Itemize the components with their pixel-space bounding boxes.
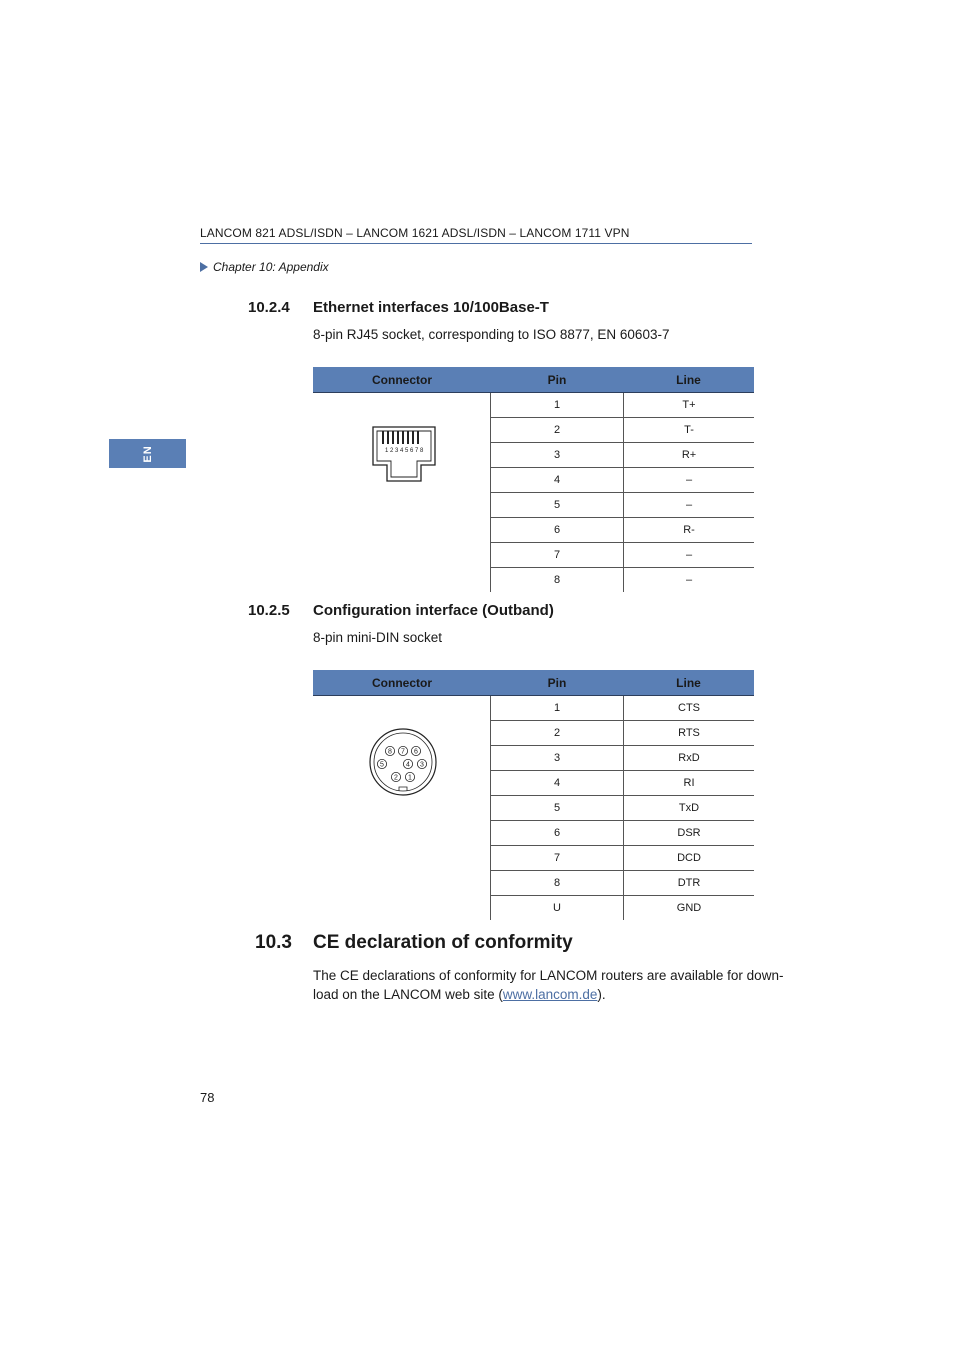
table-row <box>491 846 754 871</box>
section-number-ethernet: 10.2.4 <box>248 299 290 316</box>
pin-cell: 8 <box>491 871 624 895</box>
rj45-pin-numbers: 1 2 3 4 5 6 7 8 <box>385 448 424 454</box>
line-cell: TxD <box>678 802 700 814</box>
line-cell: R- <box>683 524 695 536</box>
rj45-socket-icon <box>313 393 491 585</box>
table-row <box>491 568 754 592</box>
table-row <box>491 543 754 568</box>
table-row <box>491 821 754 846</box>
line-cell: RxD <box>678 752 700 764</box>
line-cell: T+ <box>682 399 696 411</box>
column-header-line: Line <box>676 675 701 690</box>
pin-cell: 2 <box>491 721 624 745</box>
pin-cell: 7 <box>491 543 624 567</box>
line-cell: CTS <box>678 702 700 714</box>
line-cell: GND <box>676 902 702 914</box>
line-cell: T- <box>684 424 694 436</box>
pin-cell: U <box>491 896 624 920</box>
ethernet-rows <box>490 393 754 592</box>
breadcrumb-label: Chapter 10: Appendix <box>213 260 329 274</box>
pin-cell: 1 <box>491 393 624 417</box>
table-row <box>491 771 754 796</box>
table-row <box>491 796 754 821</box>
line-cell: RI <box>683 777 695 789</box>
section-title-ce: CE declaration of conformity <box>313 932 573 953</box>
pin-cell: 2 <box>491 418 624 442</box>
din-pin-label: 8 <box>388 748 392 756</box>
table-row <box>491 896 754 920</box>
line-cell: DCD <box>677 852 701 864</box>
din-pin-label: 4 <box>406 761 410 769</box>
table-row <box>491 746 754 771</box>
pin-cell: 6 <box>491 821 624 845</box>
config-description: 8-pin mini-DIN socket <box>313 630 443 645</box>
pin-cell: 7 <box>491 846 624 870</box>
config-pin-table <box>313 670 754 920</box>
ethernet-description: 8-pin RJ45 socket, corresponding to ISO 8877, EN 60603-7 <box>313 327 670 342</box>
mini-din-socket-icon <box>313 696 491 912</box>
ce-text-after-link: ). <box>597 987 606 1002</box>
line-cell: – <box>685 574 693 586</box>
line-cell: – <box>685 474 693 486</box>
line-cell: – <box>685 499 693 511</box>
pin-cell: 4 <box>491 771 624 795</box>
column-header-connector: Connector <box>372 675 432 690</box>
rj45-connector-cell <box>313 393 490 592</box>
section-title-config: Configuration interface (Outband) <box>313 602 554 619</box>
table-row <box>491 468 754 493</box>
section-number-ce: 10.3 <box>255 932 292 953</box>
table-row <box>491 871 754 896</box>
ce-paragraph-line-2 <box>313 987 606 1002</box>
line-cell: RTS <box>678 727 700 739</box>
line-cell: R+ <box>681 449 697 461</box>
config-rows <box>490 696 754 920</box>
din-pin-label: 7 <box>401 748 405 756</box>
table-row <box>491 443 754 468</box>
lancom-website-link[interactable]: www.lancom.de <box>502 987 598 1002</box>
pin-cell: 4 <box>491 468 624 492</box>
ce-text-before-link: load on the LANCOM web site ( <box>313 987 503 1002</box>
section-title-ethernet: Ethernet interfaces 10/100Base-T <box>313 299 549 316</box>
breadcrumb[interactable] <box>200 260 329 274</box>
running-header: LANCOM 821 ADSL/ISDN – LANCOM 1621 ADSL/ISDN – LANCOM 1711 VPN <box>200 226 630 240</box>
table-header <box>313 367 754 393</box>
table-header <box>313 670 754 696</box>
table-row <box>491 493 754 518</box>
column-header-pin: Pin <box>547 675 567 690</box>
ethernet-pin-table <box>313 367 754 592</box>
header-rule <box>200 243 752 244</box>
pin-cell: 5 <box>491 493 624 517</box>
pin-cell: 8 <box>491 568 624 592</box>
line-cell: DTR <box>677 877 701 889</box>
table-row <box>491 418 754 443</box>
mini-din-connector-cell <box>313 696 490 920</box>
ce-paragraph-line-1: The CE declarations of conformity for LANCOM routers are available for down- <box>313 968 784 983</box>
pin-cell: 3 <box>491 443 624 467</box>
din-pin-label: 2 <box>394 774 398 782</box>
page-number: 78 <box>200 1090 215 1105</box>
din-pin-label: 1 <box>408 774 412 782</box>
table-row <box>491 696 754 721</box>
language-tab <box>109 439 186 468</box>
din-pin-label: 5 <box>380 761 384 769</box>
line-cell: – <box>685 549 693 561</box>
pin-cell: 1 <box>491 696 624 720</box>
column-header-line: Line <box>676 372 701 387</box>
din-pin-label: 3 <box>420 761 424 769</box>
language-tab-label: EN <box>141 444 154 463</box>
table-row <box>491 721 754 746</box>
pin-cell: 6 <box>491 518 624 542</box>
section-number-config: 10.2.5 <box>248 602 290 619</box>
pin-cell: 5 <box>491 796 624 820</box>
column-header-pin: Pin <box>547 372 567 387</box>
table-row <box>491 393 754 418</box>
pin-cell: 3 <box>491 746 624 770</box>
line-cell: DSR <box>677 827 701 839</box>
din-pin-label: 6 <box>414 748 418 756</box>
column-header-connector: Connector <box>372 372 432 387</box>
triangle-right-icon <box>200 262 208 272</box>
table-row <box>491 518 754 543</box>
